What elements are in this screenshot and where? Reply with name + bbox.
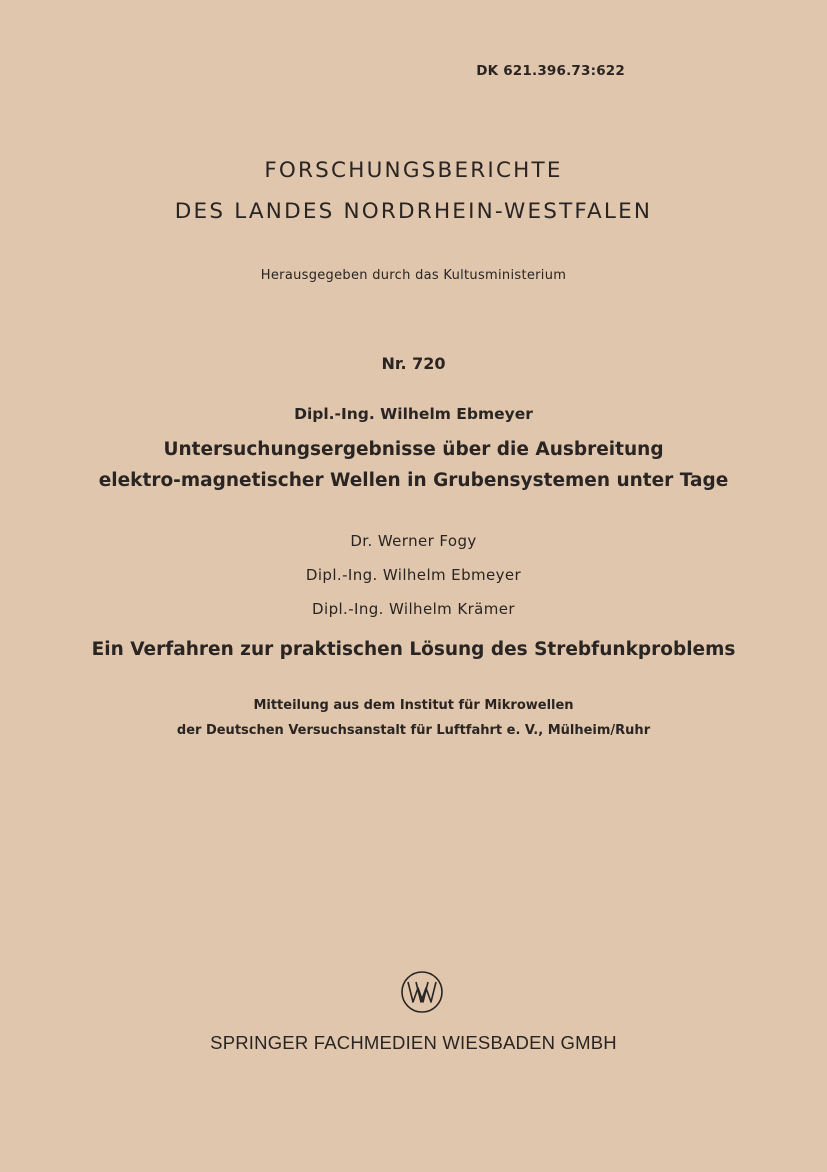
part2-title: Ein Verfahren zur praktischen Lösung des Strebfunkproblems: [91, 639, 736, 660]
part2-author: Dipl.-Ing. Wilhelm Krämer: [312, 600, 515, 618]
part1-title-line2: elektro-magnetischer Wellen in Grubensystemen unter Tage: [98, 470, 729, 491]
springer-vw-logo-icon: [400, 970, 444, 1014]
part1-author: Dipl.-Ing. Wilhelm Ebmeyer: [294, 405, 533, 423]
part2-author: Dr. Werner Fogy: [350, 532, 477, 550]
institute-note: [0, 693, 827, 743]
series-title-line1: FORSCHUNGSBERICHTE: [264, 158, 563, 183]
series-title-line2: DES LANDES NORDRHEIN-WESTFALEN: [174, 199, 653, 224]
editor-note: Herausgegeben durch das Kultusministerium: [260, 268, 567, 283]
part1-title-line1: Untersuchungsergebnisse über die Ausbreitung: [163, 439, 664, 460]
institute-note-line1: Mitteilung aus dem Institut für Mikrowellen: [253, 698, 574, 713]
classification-code: DK 621.396.73:622: [476, 63, 625, 79]
part2-author: Dipl.-Ing. Wilhelm Ebmeyer: [305, 566, 522, 584]
report-number: Nr. 720: [381, 354, 446, 373]
part1-title: [0, 434, 827, 496]
institute-note-line2: der Deutschen Versuchsanstalt für Luftfahrt e. V., Mülheim/Ruhr: [176, 723, 651, 738]
publisher-name: SPRINGER FACHMEDIEN WIESBADEN GMBH: [210, 1032, 617, 1053]
